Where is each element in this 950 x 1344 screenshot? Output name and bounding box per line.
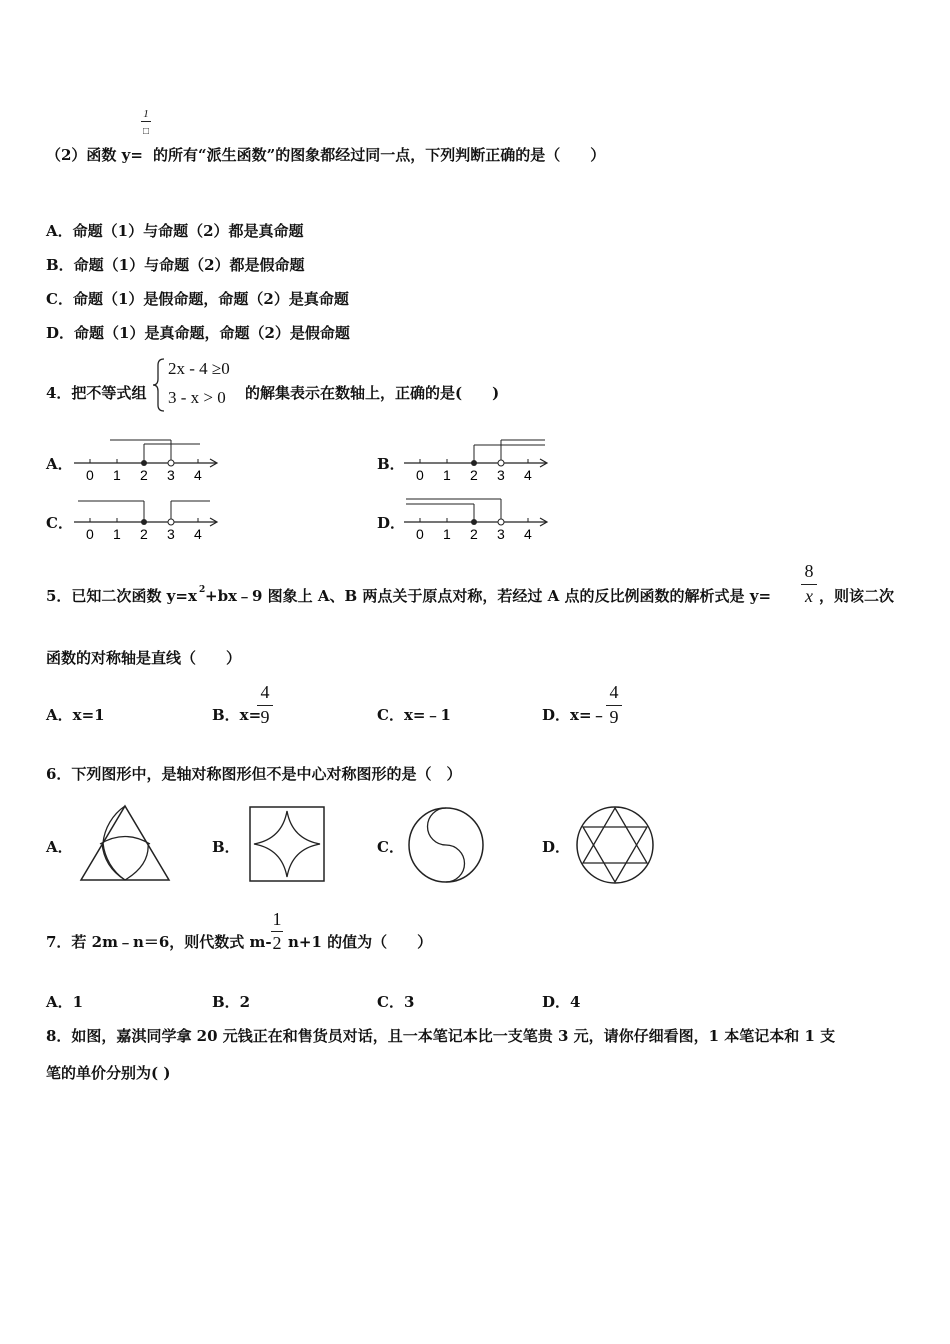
tick-label: 4 (194, 526, 202, 542)
q4-stem-start: 4．把不等式组 (46, 384, 147, 402)
q4-option-d-label[interactable]: D． (377, 514, 406, 532)
q3-option-d[interactable]: D．命题（1）是真命题，命题（2）是假命题 (46, 324, 350, 342)
q5-stem-start: 5．已知二次函数 y=x (46, 587, 197, 605)
q4-number-line-c[interactable] (70, 495, 222, 543)
q7-option-c[interactable]: C．3 (377, 993, 415, 1011)
q3-fraction-numerator: 1 (143, 108, 149, 120)
q6-figure-d-hexagram-circle[interactable] (574, 804, 656, 886)
q6-option-b-label[interactable]: B． (212, 838, 240, 856)
tick-label: 3 (497, 467, 505, 483)
q4-brace-icon (152, 357, 166, 413)
q3-option-c[interactable]: C．命题（1）是假命题，命题（2）是真命题 (46, 290, 349, 308)
q3-fraction-denominator: □ (142, 126, 150, 137)
q7-option-a[interactable]: A．1 (46, 993, 84, 1011)
q8-stem-line-1: 8．如图，嘉淇同学拿 20 元钱正在和售货员对话，且一本笔记本比一支笔贵 3 元，请你仔细看图，1 本笔记本和 1 支 (46, 1027, 836, 1045)
q7-option-b[interactable]: B．2 (212, 993, 251, 1011)
q5-option-d-denominator: 9 (609, 707, 619, 727)
q5-fraction-denominator: x (805, 586, 813, 606)
q5-exponent: 2 (199, 585, 206, 595)
q7-stem-start: 7．若 2m﹣n＝6，则代数式 m- (46, 933, 272, 951)
tick-label: 1 (113, 526, 121, 542)
q3-statement-2-end: 的所有“派生函数”的图象都经过同一点，下列判断正确的是（ ） (153, 146, 606, 164)
q3-option-a[interactable]: A．命题（1）与命题（2）都是真命题 (46, 222, 304, 240)
tick-label: 2 (470, 467, 478, 483)
q7-fraction-bar (271, 931, 283, 932)
tick-label: 4 (194, 467, 202, 483)
q5-option-a[interactable]: A．x=1 (46, 706, 105, 724)
q4-number-line-a[interactable] (70, 436, 222, 484)
q6-option-c-label[interactable]: C． (377, 838, 404, 856)
q7-stem-end: n+1 的值为（ ） (288, 933, 433, 951)
tick-label: 1 (443, 467, 451, 483)
q5-option-d[interactable]: D．x=﹣ (542, 706, 607, 724)
q4-stem-end: 的解集表示在数轴上，正确的是( ) (245, 384, 500, 402)
tick-label: 1 (113, 467, 121, 483)
q3-statement-2-start: （2）函数 y= (46, 146, 143, 164)
tick-label: 3 (497, 526, 505, 542)
q4-option-b-label[interactable]: B． (377, 455, 405, 473)
tick-label: 0 (86, 467, 94, 483)
q7-fraction-numerator: 1 (272, 909, 282, 929)
q5-fraction-numerator: 8 (804, 561, 814, 581)
q6-figure-b-square-star[interactable] (248, 805, 326, 883)
q5-option-b-numerator: 4 (260, 682, 270, 702)
q4-option-a-label[interactable]: A． (46, 455, 73, 473)
tick-label: 2 (140, 526, 148, 542)
q5-option-b[interactable]: B．x= (212, 706, 262, 724)
tick-label: 2 (470, 526, 478, 542)
q4-inequality-2: 3 - x > 0 (168, 388, 226, 407)
q5-stem-end: ，则该二次 (819, 587, 895, 605)
tick-label: 0 (86, 526, 94, 542)
q5-option-b-bar (257, 705, 273, 706)
tick-label: 2 (140, 467, 148, 483)
q4-number-line-d[interactable] (400, 495, 552, 543)
q8-stem-line-2: 笔的单价分别为( ) (46, 1064, 171, 1082)
q6-figure-c-yin-yang[interactable] (406, 805, 486, 885)
q4-inequality-1: 2x - 4 ≥0 (168, 359, 230, 378)
q4-option-c-label[interactable]: C． (46, 514, 73, 532)
tick-label: 3 (167, 526, 175, 542)
q5-option-d-bar (606, 705, 622, 706)
q7-option-d[interactable]: D．4 (542, 993, 581, 1011)
q6-option-a-label[interactable]: A． (46, 838, 73, 856)
q5-fraction-bar (801, 584, 817, 585)
tick-label: 4 (524, 467, 532, 483)
q5-option-c[interactable]: C．x=﹣1 (377, 706, 451, 724)
q7-fraction-denominator: 2 (272, 933, 282, 953)
q5-option-d-numerator: 4 (609, 682, 619, 702)
tick-label: 4 (524, 526, 532, 542)
q4-number-line-b[interactable] (400, 436, 552, 484)
tick-label: 1 (443, 526, 451, 542)
q6-option-d-label[interactable]: D． (542, 838, 571, 856)
tick-label: 3 (167, 467, 175, 483)
tick-label: 0 (416, 467, 424, 483)
q3-option-b[interactable]: B．命题（1）与命题（2）都是假命题 (46, 256, 305, 274)
q6-figure-a-triangle-arcs[interactable] (78, 803, 172, 883)
tick-label: 0 (416, 526, 424, 542)
q6-stem: 6．下列图形中，是轴对称图形但不是中心对称图形的是（ ） (46, 765, 462, 783)
q5-option-b-denominator: 9 (260, 707, 270, 727)
q5-stem-middle: +bx﹣9 图象上 A、B 两点关于原点对称，若经过 A 点的反比例函数的解析式是 y= (205, 587, 772, 605)
q5-stem-line-2: 函数的对称轴是直线（ ） (46, 649, 242, 667)
